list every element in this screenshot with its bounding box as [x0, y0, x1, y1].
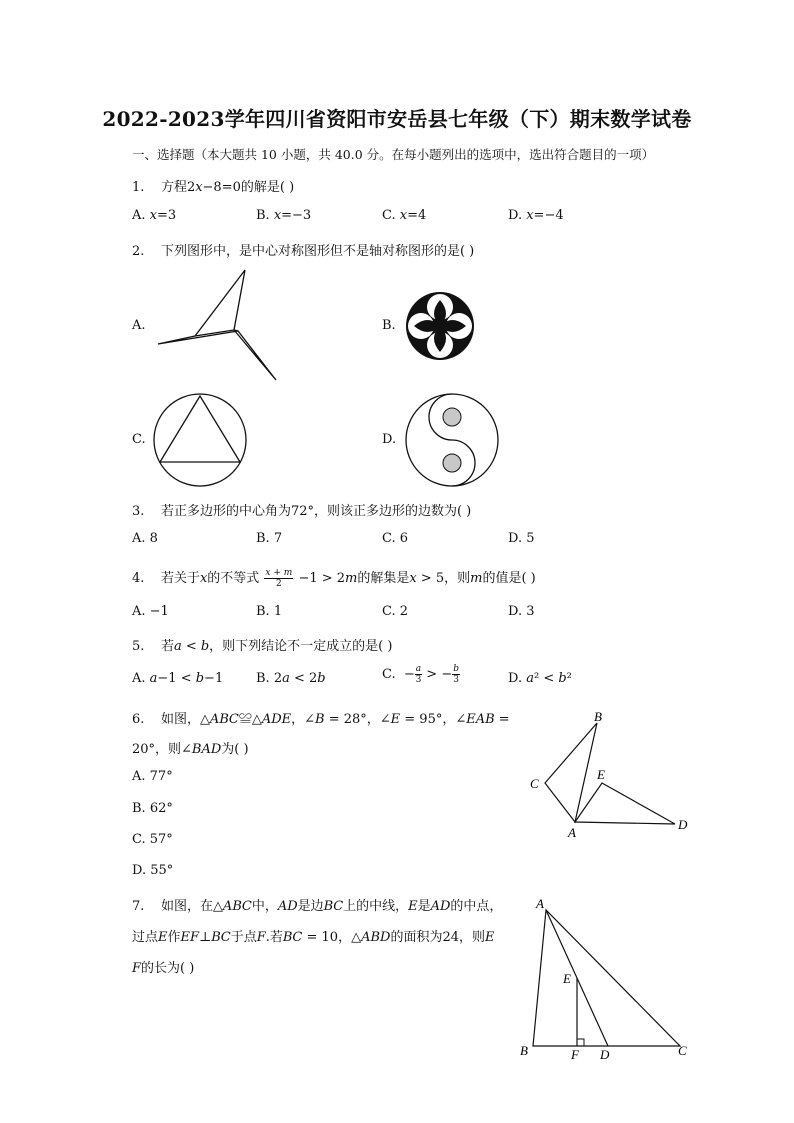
- option-d[interactable]: D. 𝑥=−4: [508, 208, 564, 223]
- fraction: [415, 664, 422, 685]
- label-a: A: [568, 825, 576, 840]
- pinwheel-figure: [150, 265, 280, 385]
- option-a[interactable]: A.: [132, 318, 146, 333]
- question-3: [132, 500, 471, 519]
- option-a[interactable]: A. 8: [132, 531, 158, 546]
- label-b: B: [594, 709, 602, 724]
- option-d[interactable]: D.: [382, 432, 397, 447]
- option-b[interactable]: B.: [382, 318, 396, 333]
- question-stem: 若𝑎 < 𝑏，则下列结论不一定成立的是( ): [160, 639, 393, 654]
- option-b[interactable]: B. 7: [256, 531, 283, 546]
- question-stem: 如图，在△𝐴𝐵𝐶中，𝐴𝐷是边𝐵𝐶上的中线，𝐸是𝐴𝐷的中点，: [160, 899, 503, 914]
- question-4: [132, 567, 536, 589]
- flower-circle-figure: [404, 290, 476, 362]
- question-stem-after: −1 > 2𝑚的解集是𝑥 > 5，则𝑚的值是( ): [298, 571, 536, 586]
- question-5: [132, 635, 392, 654]
- option-d[interactable]: D. 𝑎² < 𝑏²: [508, 671, 572, 686]
- option-c[interactable]: C.: [132, 432, 146, 447]
- question-stem: 方程2𝑥−8=0的解是( ): [160, 180, 295, 195]
- question-stem-line2: 过点𝐸作𝐸𝐹⊥𝐵𝐶于点𝐹.若𝐵𝐶 = 10，△𝐴𝐵𝐷的面积为24，则𝐸: [132, 930, 495, 945]
- question-number: 1.: [132, 180, 145, 195]
- option-c[interactable]: C. 𝑥=4: [382, 208, 427, 223]
- fraction-numerator: 𝑎: [415, 664, 422, 674]
- option-b[interactable]: B. 2𝑎 < 2𝑏: [256, 671, 326, 686]
- option-b[interactable]: B. 1: [256, 604, 283, 619]
- option-label: C.: [382, 667, 396, 682]
- question-6: [132, 708, 510, 727]
- question-stem: 下列图形中，是中心对称图形但不是轴对称图形的是( ): [160, 244, 475, 259]
- option-a[interactable]: A. 𝑎−1 < 𝑏−1: [132, 671, 224, 686]
- question-2: [132, 240, 474, 259]
- question-stem-line2: 20°，则∠𝐵𝐴𝐷为( ): [132, 742, 249, 757]
- triangle-congruence-figure: [520, 705, 700, 845]
- question-stem: 如图，△𝐴𝐵𝐶≌△𝐴𝐷𝐸，∠𝐵 = 28°，∠𝐸 = 95°，∠𝐸𝐴𝐵 =: [160, 712, 510, 727]
- option-a[interactable]: A. −1: [132, 604, 169, 619]
- label-f: F: [571, 1047, 579, 1062]
- triangle-in-circle-figure: [152, 392, 248, 488]
- question-7: [132, 895, 502, 914]
- question-number: 6.: [132, 712, 145, 727]
- label-d: D: [678, 817, 688, 832]
- question-number: 3.: [132, 504, 145, 519]
- label-b: B: [520, 1043, 528, 1058]
- label-c: C: [530, 776, 539, 791]
- option-c[interactable]: C. 57°: [132, 832, 173, 847]
- question-number: 2.: [132, 244, 145, 259]
- label-a: A: [536, 896, 544, 911]
- option-c[interactable]: C. 2: [382, 604, 409, 619]
- question-number: 5.: [132, 639, 145, 654]
- label-c: C: [678, 1043, 687, 1058]
- fraction: [264, 568, 293, 589]
- question-1: [132, 176, 294, 195]
- question-number: 4.: [132, 571, 145, 586]
- label-e: E: [597, 767, 605, 782]
- question-stem-line3: 𝐹的长为( ): [132, 961, 195, 976]
- label-e: E: [563, 971, 571, 986]
- section-heading: 一、选择题（本大题共 10 小题，共 40.0 分。在每小题列出的选项中，选出符合题目的一项）: [132, 147, 655, 162]
- option-d[interactable]: D. 55°: [132, 863, 174, 878]
- triangle-median-figure: [515, 893, 700, 1068]
- option-a[interactable]: A. 𝑥=3: [132, 208, 177, 223]
- fraction-denominator: 2: [275, 579, 282, 589]
- option-b[interactable]: B. 62°: [132, 801, 173, 816]
- page-title: 2022-2023学年四川省资阳市安岳县七年级（下）期末数学试卷: [102, 107, 692, 131]
- option-d[interactable]: D. 3: [508, 604, 535, 619]
- fraction: [452, 664, 460, 685]
- fraction-numerator: 𝑏: [453, 664, 459, 674]
- label-d: D: [600, 1047, 610, 1062]
- option-b[interactable]: B. 𝑥=−3: [256, 208, 312, 223]
- fraction-denominator: 3: [453, 675, 459, 685]
- yin-yang-figure: [404, 392, 500, 488]
- option-d[interactable]: D. 5: [508, 531, 535, 546]
- question-number: 7.: [132, 899, 145, 914]
- fraction-denominator: 3: [415, 675, 422, 685]
- fraction-numerator: 𝑥 + 𝑚: [265, 568, 293, 578]
- question-stem: 若正多边形的中心角为72°，则该正多边形的边数为( ): [160, 504, 472, 519]
- option-a[interactable]: A. 77°: [132, 769, 173, 784]
- option-c[interactable]: C. 6: [382, 531, 409, 546]
- option-c[interactable]: C. − 𝑎 3 > − 𝑏 3: [382, 664, 459, 685]
- question-stem-before: 若关于𝑥的不等式: [160, 571, 260, 586]
